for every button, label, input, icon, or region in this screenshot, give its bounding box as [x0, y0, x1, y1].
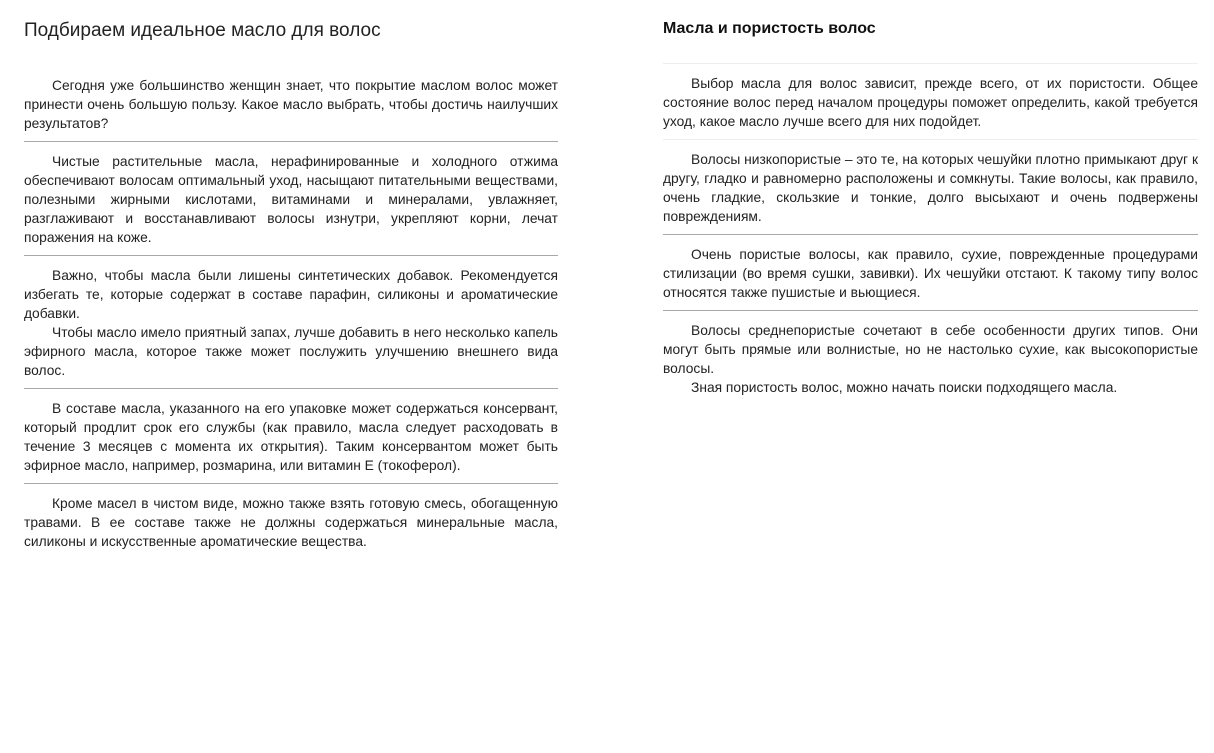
right-block-2	[663, 150, 1198, 234]
right-section-title: Масла и пористость волос	[663, 20, 876, 37]
left-block-2	[24, 152, 558, 255]
right-block-4	[663, 321, 1198, 405]
left-block-4	[24, 399, 558, 483]
divider	[24, 141, 558, 142]
paragraph: Сегодня уже большинство женщин знает, что покрытие маслом волос может принести очень большую пользу. Какое масло выбрать, чтобы достичь наилучших результатов?	[24, 78, 558, 131]
right-column	[663, 0, 1198, 405]
paragraph: В составе масла, указанного на его упаковке может содержаться консервант, который продлит срок его службы (как правило, масла следует расходовать в течение 3 месяцев с момента их открытия). Таким консервантом может быть эфирное масло, например, розмарина, или витамин Е (токоферол).	[24, 401, 558, 473]
paragraph: Чтобы масло имело приятный запах, лучше добавить в него несколько капель эфирного масла, которое также может послужить улучшению внешнего вида волос.	[24, 325, 558, 378]
left-page-title: Подбираем идеальное масло для волос	[24, 20, 381, 41]
left-block-3	[24, 266, 558, 388]
left-block-5	[24, 494, 558, 559]
divider	[663, 310, 1198, 311]
left-block-1	[24, 76, 558, 141]
paragraph: Кроме масел в чистом виде, можно также взять готовую смесь, обогащенную травами. В ее составе также не должны содержаться минеральные масла, силиконы и искусственные ароматические вещества.	[24, 496, 558, 549]
divider	[24, 483, 558, 484]
divider	[663, 139, 1198, 140]
paragraph: Волосы низкопористые – это те, на которых чешуйки плотно примыкают друг к другу, гладко и равномерно расположены и сомкнуты. Такие волосы, как правило, очень гладкие, скользкие и тонкие, долго высыхают и очень подвержены повреждениям.	[663, 152, 1198, 224]
divider	[24, 255, 558, 256]
paragraph: Зная пористость волос, можно начать поиски подходящего масла.	[691, 380, 1118, 395]
divider	[663, 234, 1198, 235]
paragraph: Волосы среднепористые сочетают в себе особенности других типов. Они могут быть прямые или волнистые, но не настолько сухие, как высокопористые волосы.	[663, 323, 1198, 376]
divider	[24, 388, 558, 389]
paragraph: Выбор масла для волос зависит, прежде всего, от их пористости. Общее состояние волос перед началом процедуры поможет определить, какой требуется уход, какое масло лучше всего для них подойдет.	[663, 76, 1198, 129]
right-block-1	[663, 74, 1198, 139]
paragraph: Очень пористые волосы, как правило, сухие, поврежденные процедурами стилизации (во время сушки, завивки). Их чешуйки отстают. К такому типу волос относятся также пушистые и вьющиеся.	[663, 247, 1198, 300]
paragraph: Важно, чтобы масла были лишены синтетических добавок. Рекомендуется избегать те, которые содержат в составе парафин, силиконы и ароматические добавки.	[24, 268, 558, 321]
divider	[663, 63, 1198, 64]
right-block-3	[663, 245, 1198, 310]
left-column	[24, 0, 558, 559]
paragraph: Чистые растительные масла, нерафинированные и холодного отжима обеспечивают волосам оптимальный уход, насыщают питательными веществами, полезными жирными кислотами, витаминами и минералами, увлажняет, разглаживают и восстанавливают волосы изнутри, укрепляют корни, лечат поражения на коже.	[24, 154, 558, 245]
